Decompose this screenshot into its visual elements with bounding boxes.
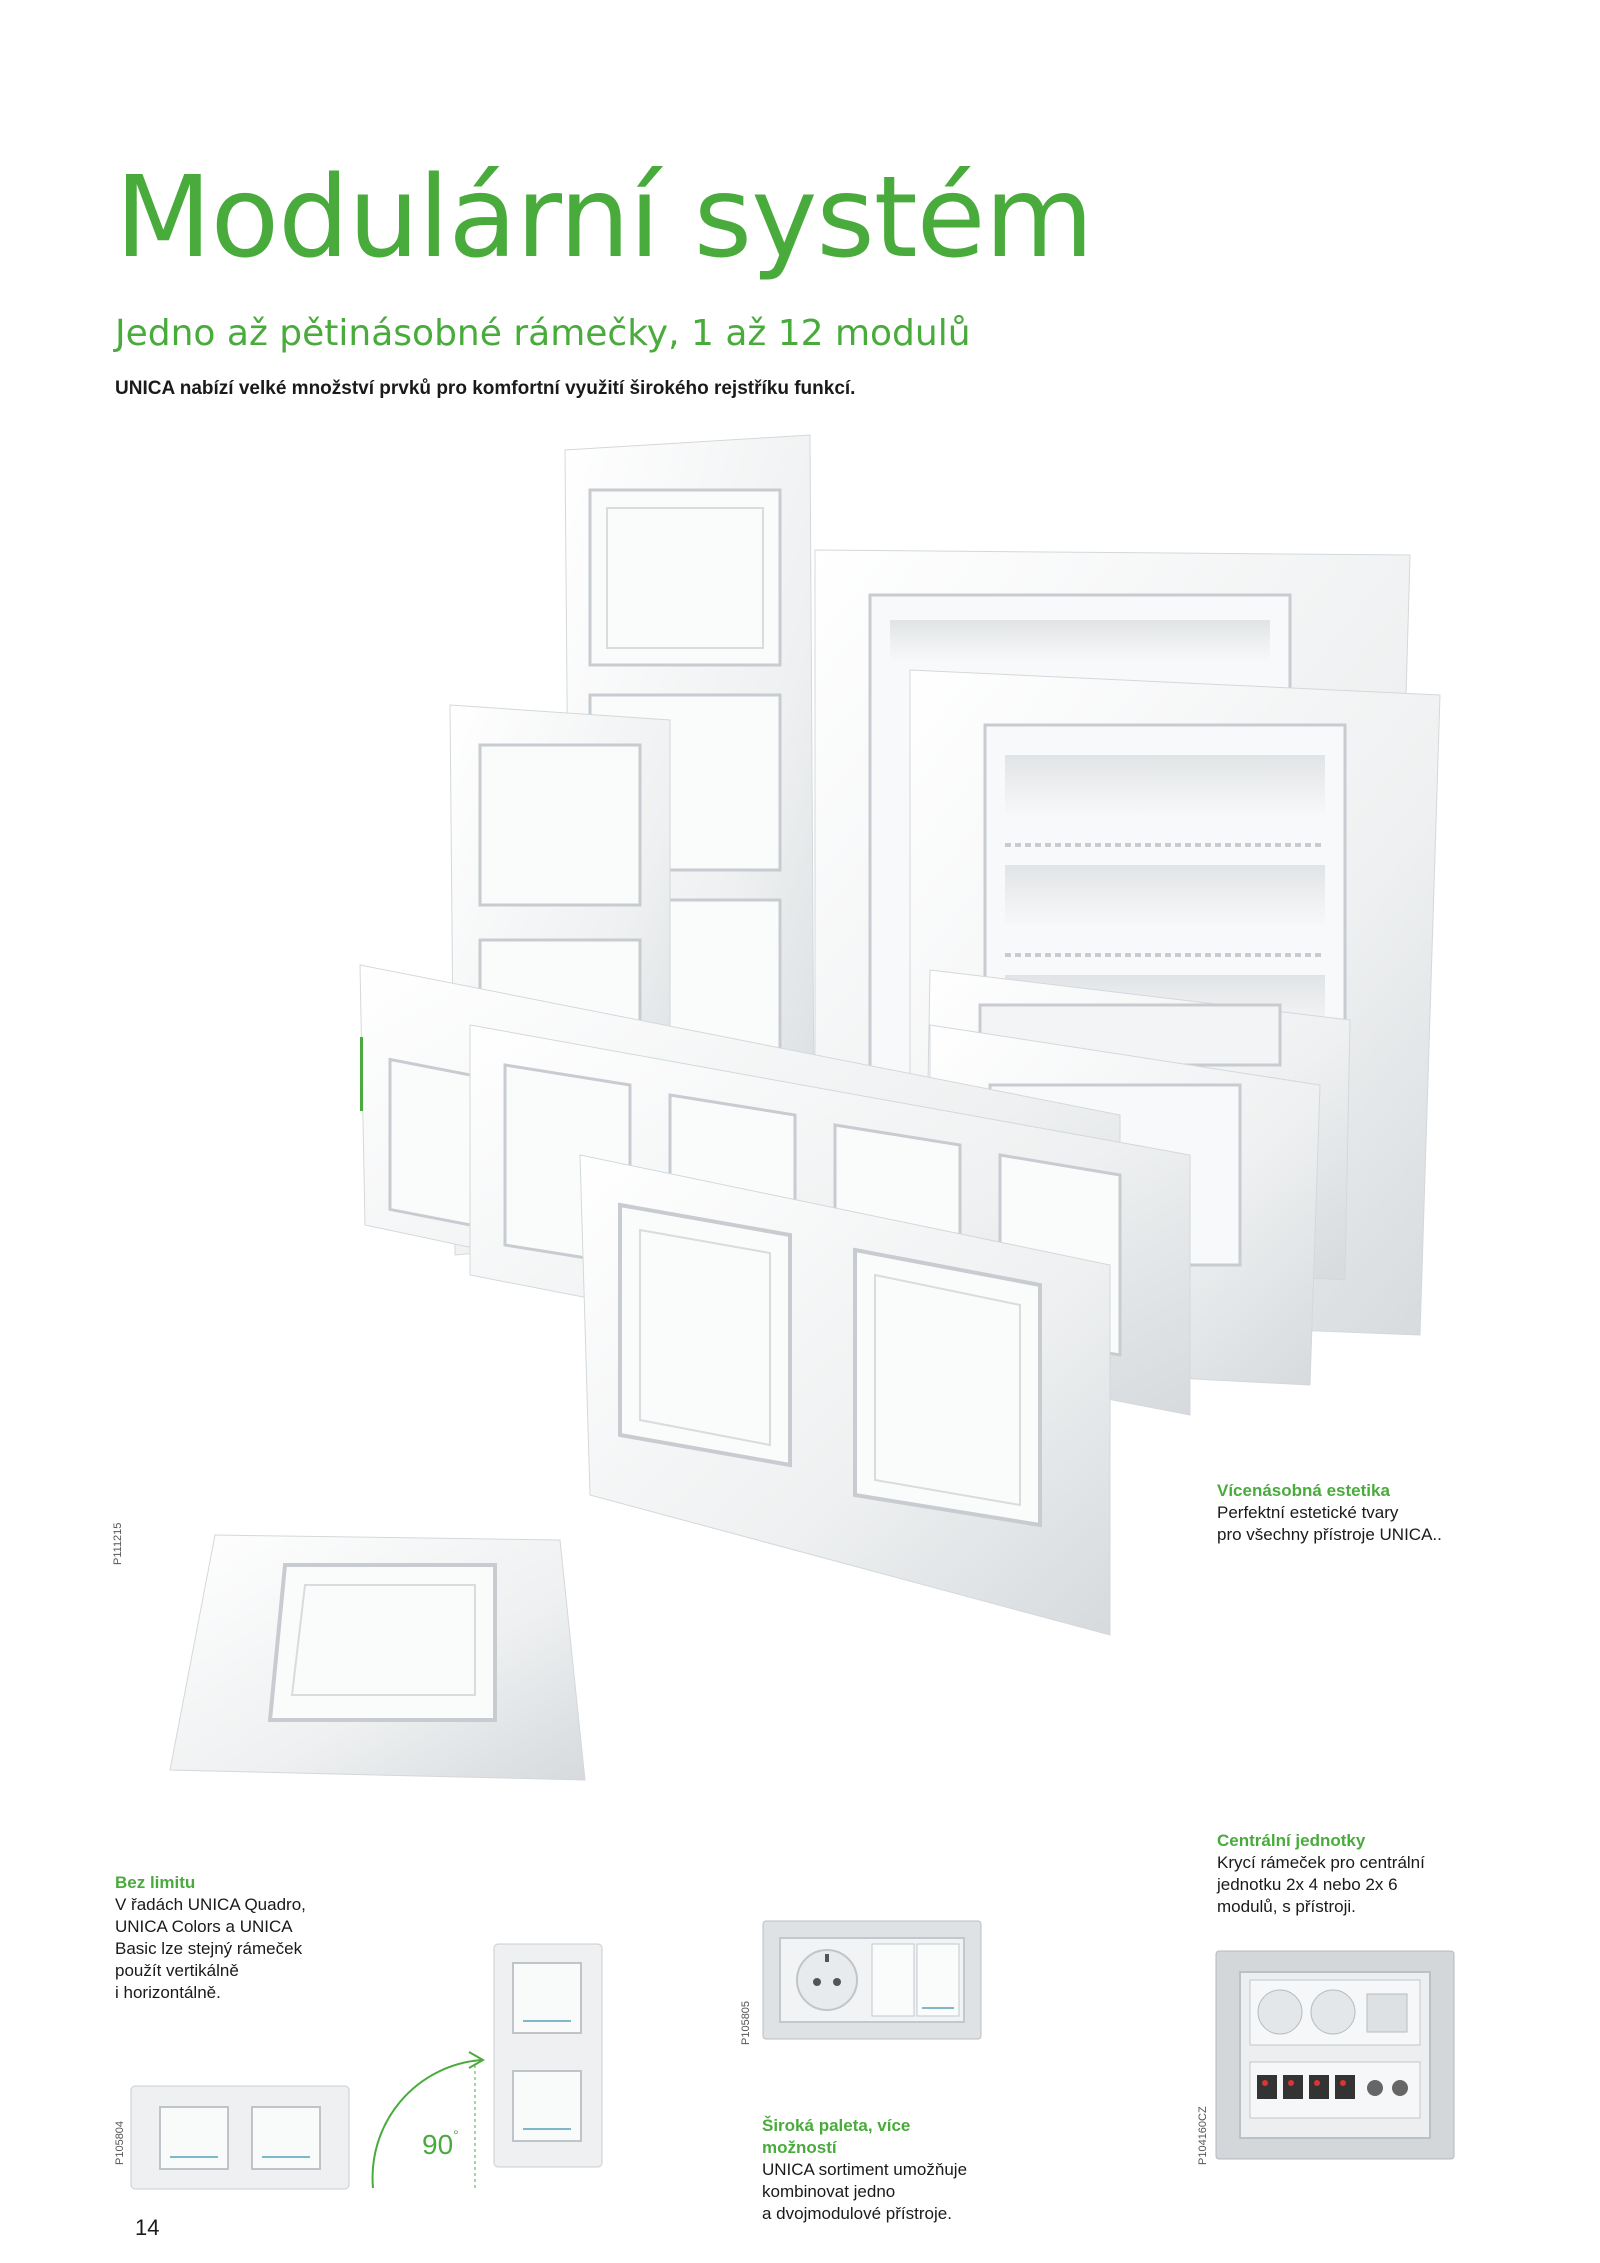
- caption-wide-range-title: Široká paleta, více možností: [762, 2116, 911, 2157]
- caption-wide-range-body: UNICA sortiment umožňuje kombinovat jedno a dvojmodulové přístroje.: [762, 2160, 968, 2223]
- caption-aesthetics-title: Vícenásobná estetika: [1217, 1481, 1390, 1500]
- caption-central-units-body: Krycí rámeček pro centrální jednotku 2x 4 nebo 2x 6 modulů, s přístroji.: [1217, 1853, 1425, 1916]
- caption-wide-range: [762, 2115, 967, 2225]
- photo-code-central: P104160CZ: [1197, 2106, 1209, 2165]
- caption-no-limit-title: Bez limitu: [115, 1873, 196, 1892]
- caption-aesthetics-body: Perfektní estetické tvary pro všechny přístroje UNICA..: [1217, 1503, 1442, 1544]
- caption-central-units-title: Centrální jednotky: [1217, 1831, 1366, 1850]
- rotation-arc-icon: [365, 2040, 490, 2190]
- horizontal-frame-photo: [130, 2085, 350, 2190]
- intro-text: UNICA nabízí velké množství prvků pro komfortní využití širokého rejstříku funkcí.: [115, 378, 856, 399]
- frame-single: [170, 1535, 585, 1780]
- caption-no-limit: [115, 1872, 306, 2004]
- socket-switch-photo: [762, 1920, 982, 2040]
- caption-no-limit-body: V řadách UNICA Quadro, UNICA Colors a UNICA Basic lze stejný rámeček použít vertikálně i horizontálně.: [115, 1895, 306, 2002]
- accent-mark: [360, 1037, 363, 1111]
- page-number: 14: [135, 2215, 160, 2240]
- central-unit-photo: [1215, 1950, 1455, 2160]
- vertical-frame-photo: [493, 1943, 603, 2168]
- photo-code-horizontal: P105804: [114, 2120, 126, 2165]
- caption-aesthetics: [1217, 1480, 1442, 1546]
- main-product-photo: [110, 395, 1510, 1785]
- page-subtitle: Jedno až pětinásobné rámečky, 1 až 12 modulů: [115, 313, 971, 354]
- photo-code-main: P111215: [112, 1522, 124, 1565]
- caption-central-units: [1217, 1830, 1425, 1918]
- page-title: Modulární systém: [115, 153, 1093, 283]
- angle-label: 90°: [422, 2127, 459, 2160]
- photo-code-socket: P105805: [740, 2000, 752, 2045]
